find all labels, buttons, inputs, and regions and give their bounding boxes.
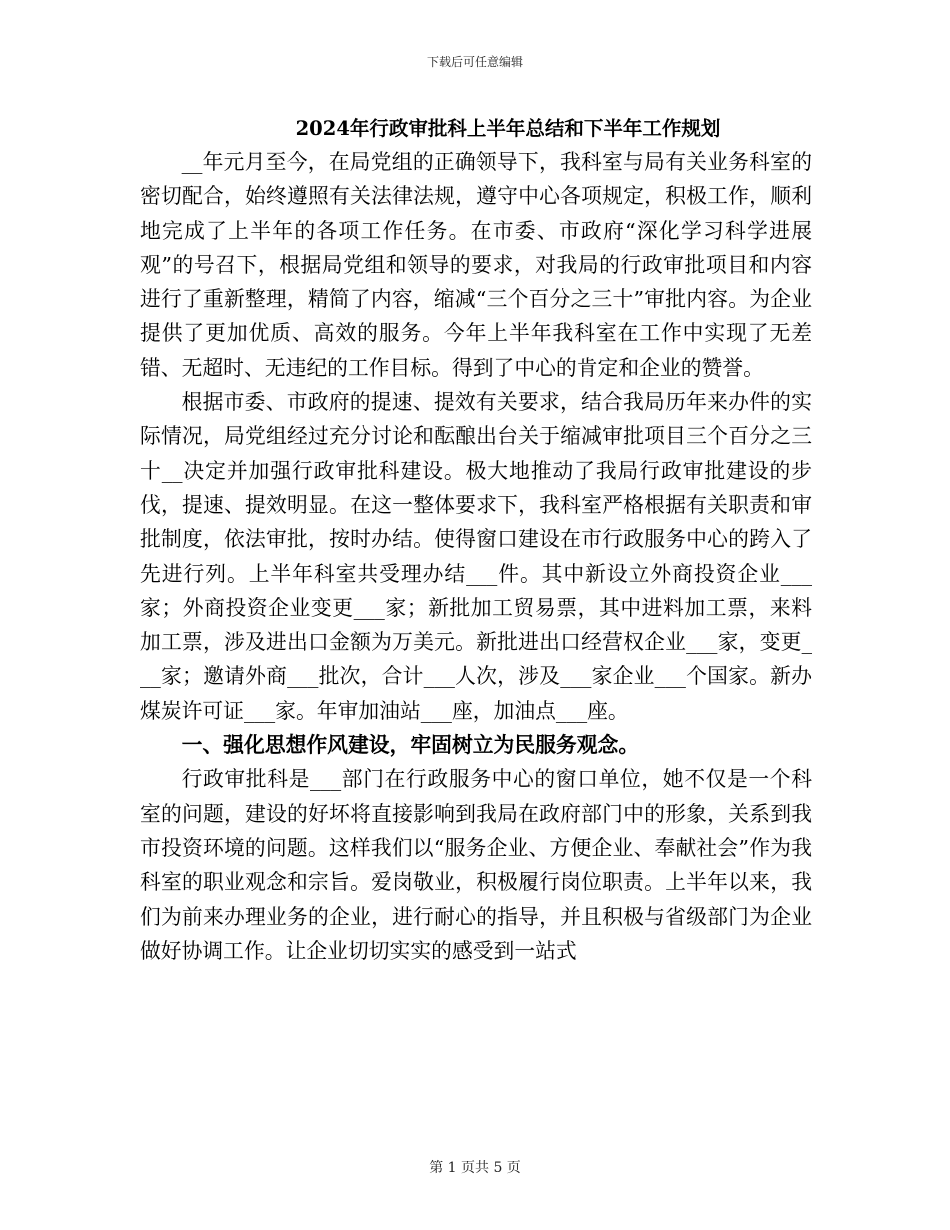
paragraph-intro: __年元月至今，在局党组的正确领导下，我科室与局有关业务科室的密切配合，始终遵照有关法律法规，遵守中心各项规定，积极工作，顺利地完成了上半年的各项工作任务。在市委、市政府“深化学习科学进展观”的号召下，根据局党组和领导的要求，对我局的行政审批项目和内容进行了重新整理，精简了内容，缩减“三个百分之三十”审批内容。为企业提供了更加优质、高效的服务。今年上半年我科室在工作中实现了无差错、无超时、无违纪的工作目标。得到了中心的肯定和企业的赞誉。: [140, 150, 812, 380]
page-header-note: 下载后可任意编辑: [426, 55, 523, 69]
document-body: [140, 145, 812, 968]
paragraph-section-1: 行政审批科是___部门在行政服务中心的窗口单位，她不仅是一个科室的问题，建设的好坏将直接影响到我局在政府部门中的形象，关系到我市投资环境的问题。这样我们以“服务企业、方便企业、奉献社会”作为我科室的职业观念和宗旨。爱岗敬业，积极履行岗位职责。上半年以来，我们为前来办理业务的企业，进行耐心的指导，并且积极与省级部门为企业做好协调工作。让企业切切实实的感受到一站式: [140, 767, 812, 963]
page-number: 第 1 页共 5 页: [429, 1160, 521, 1176]
section-heading-1: 一、强化思想作风建设，牢固树立为民服务观念。: [181, 732, 640, 758]
document-title: 2024年行政审批科上半年总结和下半年工作规划: [295, 117, 721, 140]
paragraph-statistics: 根据市委、市政府的提速、提效有关要求，结合我局历年来办件的实际情况，局党组经过充分讨论和酝酿出台关于缩减审批项目三个百分之三十__决定并加强行政审批科建设。极大地推动了我局行政审批建设的步伐，提速、提效明显。在这一整体要求下，我科室严格根据有关职责和审批制度，依法审批，按时办结。使得窗口建设在市行政服务中心的跨入了先进行列。上半年科室共受理办结___件。其中新设立外商投资企业___家；外商投资企业变更___家；新批加工贸易票，其中进料加工票，来料加工票，涉及进出口金额为万美元。新批进出口经营权企业___家，变更___家；邀请外商___批次，合计___人次，涉及___家企业___个国家。新办煤炭许可证___家。年审加油站___座，加油点___座。: [140, 390, 812, 723]
